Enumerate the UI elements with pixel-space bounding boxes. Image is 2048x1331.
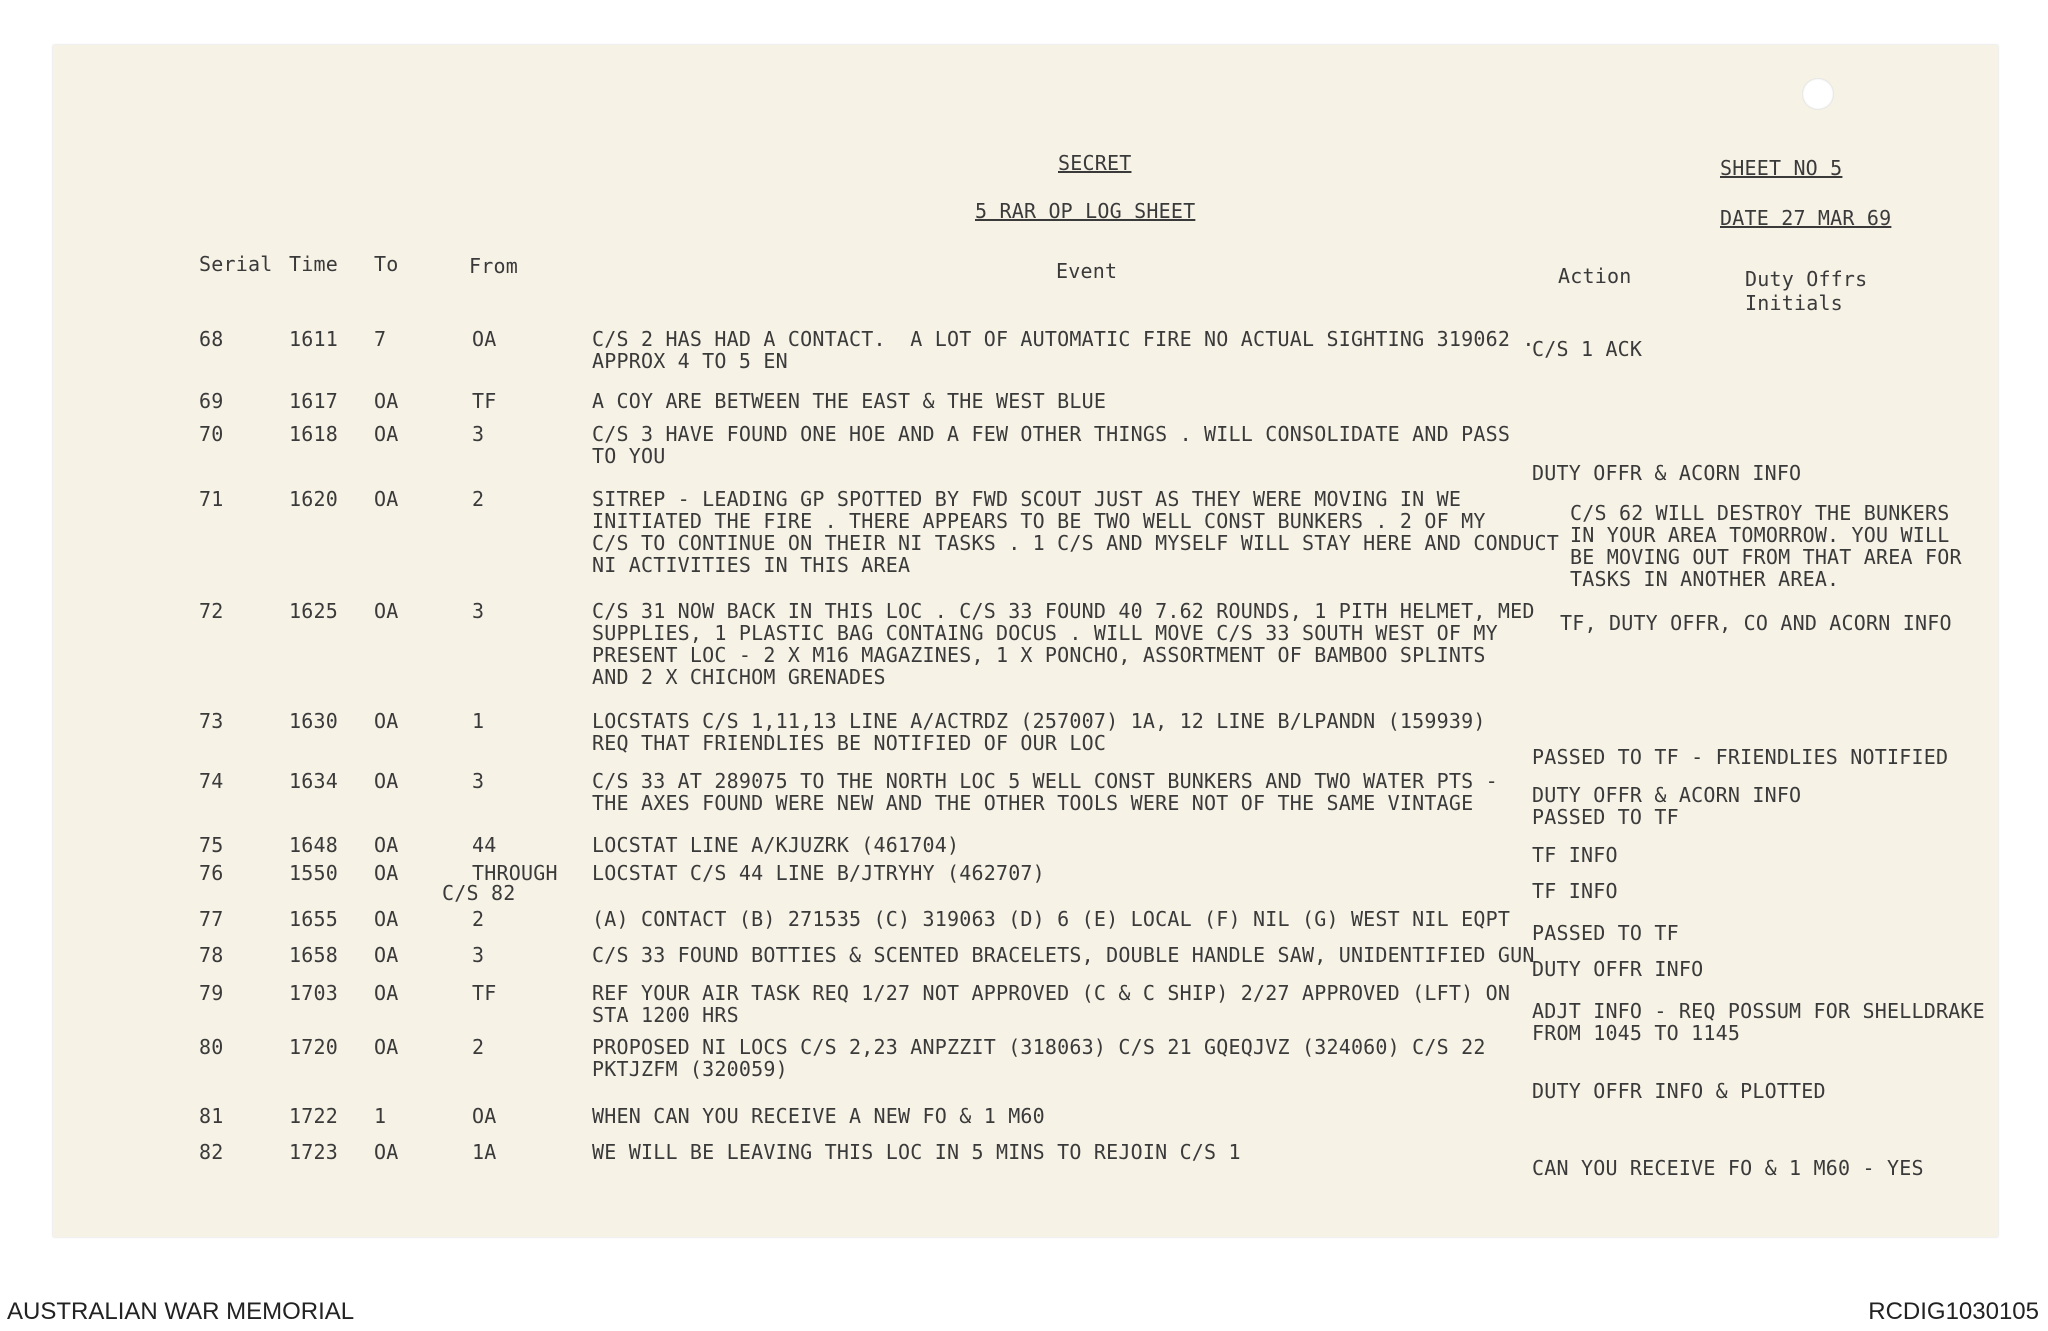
entry-time: 1723 — [289, 1140, 338, 1164]
footer-archive-name: AUSTRALIAN WAR MEMORIAL — [7, 1298, 355, 1325]
entry-serial: 77 — [199, 907, 224, 931]
entry-from-continued: C/S 82 — [442, 881, 516, 905]
entry-event-line: LOCSTAT C/S 44 LINE B/JTRYHY (462707) — [592, 861, 1045, 885]
entry-action-line: C/S 62 WILL DESTROY THE BUNKERS — [1570, 501, 1950, 525]
entry-event-line: INITIATED THE FIRE . THERE APPEARS TO BE TWO WELL CONST BUNKERS . 2 OF MY — [592, 509, 1486, 533]
entry-to: OA — [374, 1140, 399, 1164]
entry-event-line: LOCSTAT LINE A/KJUZRK (461704) — [592, 833, 960, 857]
col-header-time: Time — [289, 252, 338, 276]
col-header-event: Event — [1056, 259, 1118, 283]
entry-event-line: REF YOUR AIR TASK REQ 1/27 NOT APPROVED (C & C SHIP) 2/27 APPROVED (LFT) ON — [592, 981, 1511, 1005]
entry-action-line: DUTY OFFR INFO & PLOTTED — [1532, 1079, 1826, 1103]
entry-action-line: ADJT INFO - REQ POSSUM FOR SHELLDRAKE — [1532, 999, 1985, 1023]
entry-action-line: TF INFO — [1532, 879, 1618, 903]
col-header-initials: Initials — [1745, 291, 1843, 315]
entry-to: OA — [374, 1035, 399, 1059]
entry-to: 7 — [374, 327, 387, 351]
punch-hole — [1802, 78, 1834, 110]
entry-time: 1703 — [289, 981, 338, 1005]
entry-to: OA — [374, 487, 399, 511]
entry-time: 1617 — [289, 389, 338, 413]
entry-time: 1655 — [289, 907, 338, 931]
entry-event-line: NI ACTIVITIES IN THIS AREA — [592, 553, 911, 577]
entry-event-line: PROPOSED NI LOCS C/S 2,23 ANPZZIT (318063) C/S 21 GQEQJVZ (324060) C/S 22 — [592, 1035, 1486, 1059]
entry-to: OA — [374, 709, 399, 733]
entry-time: 1550 — [289, 861, 338, 885]
entry-action-line: TF, DUTY OFFR, CO AND ACORN INFO — [1560, 611, 1952, 635]
entry-from: TF — [472, 389, 497, 413]
entry-serial: 71 — [199, 487, 224, 511]
entry-event-line: PKTJZFM (320059) — [592, 1057, 788, 1081]
entry-event-line: PRESENT LOC - 2 X M16 MAGAZINES, 1 X PONCHO, ASSORTMENT OF BAMBOO SPLINTS — [592, 643, 1486, 667]
entry-to: OA — [374, 833, 399, 857]
entry-from: 2 — [472, 1035, 485, 1059]
entry-action-line: DUTY OFFR & ACORN INFO — [1532, 783, 1802, 807]
entry-event-line: SUPPLIES, 1 PLASTIC BAG CONTAING DOCUS . WILL MOVE C/S 33 SOUTH WEST OF MY — [592, 621, 1498, 645]
entry-to: OA — [374, 861, 399, 885]
entry-action-line: PASSED TO TF — [1532, 805, 1679, 829]
entry-time: 1611 — [289, 327, 338, 351]
entry-from: 44 — [472, 833, 497, 857]
entry-action-line: PASSED TO TF — [1532, 921, 1679, 945]
entry-serial: 82 — [199, 1140, 224, 1164]
entry-action-line: DUTY OFFR INFO — [1532, 957, 1704, 981]
col-header-from: From — [469, 254, 518, 278]
entry-serial: 78 — [199, 943, 224, 967]
entry-event-line: WE WILL BE LEAVING THIS LOC IN 5 MINS TO REJOIN C/S 1 — [592, 1140, 1241, 1164]
entry-from: THROUGH — [472, 861, 558, 885]
entry-event-line: AND 2 X CHICHOM GRENADES — [592, 665, 886, 689]
sheet-title: 5 RAR OP LOG SHEET — [975, 199, 1196, 223]
entry-from: 2 — [472, 907, 485, 931]
entry-time: 1630 — [289, 709, 338, 733]
entry-event-line: WHEN CAN YOU RECEIVE A NEW FO & 1 M60 — [592, 1104, 1045, 1128]
entry-event-line: (A) CONTACT (B) 271535 (C) 319063 (D) 6 (E) LOCAL (F) NIL (G) WEST NIL EQPT — [592, 907, 1511, 931]
entry-serial: 70 — [199, 422, 224, 446]
entry-from: TF — [472, 981, 497, 1005]
entry-serial: 73 — [199, 709, 224, 733]
col-header-duty-offrs: Duty Offrs — [1745, 267, 1868, 291]
footer-item-id: RCDIG1030105 — [1868, 1298, 2039, 1325]
entry-time: 1618 — [289, 422, 338, 446]
entry-to: OA — [374, 981, 399, 1005]
entry-serial: 76 — [199, 861, 224, 885]
entry-action-line: BE MOVING OUT FROM THAT AREA FOR — [1570, 545, 1962, 569]
entry-time: 1658 — [289, 943, 338, 967]
entry-to: OA — [374, 422, 399, 446]
entry-event-line: A COY ARE BETWEEN THE EAST & THE WEST BLUE — [592, 389, 1107, 413]
entry-time: 1625 — [289, 599, 338, 623]
entry-event-line: C/S 2 HAS HAD A CONTACT. A LOT OF AUTOMATIC FIRE NO ACTUAL SIGHTING 319062 . — [592, 327, 1535, 351]
entry-event-line: C/S 3 HAVE FOUND ONE HOE AND A FEW OTHER THINGS . WILL CONSOLIDATE AND PASS — [592, 422, 1511, 446]
entry-action-line: DUTY OFFR & ACORN INFO — [1532, 461, 1802, 485]
col-header-serial: Serial — [199, 252, 273, 276]
entry-serial: 72 — [199, 599, 224, 623]
entry-time: 1620 — [289, 487, 338, 511]
entry-action-line: PASSED TO TF - FRIENDLIES NOTIFIED — [1532, 745, 1949, 769]
entry-from: 1 — [472, 709, 485, 733]
entry-event-line: C/S 31 NOW BACK IN THIS LOC . C/S 33 FOUND 40 7.62 ROUNDS, 1 PITH HELMET, MED — [592, 599, 1535, 623]
entry-action-line: IN YOUR AREA TOMORROW. YOU WILL — [1570, 523, 1950, 547]
entry-serial: 74 — [199, 769, 224, 793]
entry-serial: 75 — [199, 833, 224, 857]
entry-to: OA — [374, 389, 399, 413]
entry-time: 1634 — [289, 769, 338, 793]
entry-from: 3 — [472, 422, 485, 446]
entry-from: 1A — [472, 1140, 497, 1164]
col-header-action: Action — [1558, 264, 1632, 288]
entry-from: OA — [472, 1104, 497, 1128]
entry-time: 1720 — [289, 1035, 338, 1059]
entry-from: OA — [472, 327, 497, 351]
entry-from: 3 — [472, 769, 485, 793]
entry-event-line: C/S TO CONTINUE ON THEIR NI TASKS . 1 C/S AND MYSELF WILL STAY HERE AND CONDUCT — [592, 531, 1560, 555]
entry-event-line: TO YOU — [592, 444, 666, 468]
entry-from: 2 — [472, 487, 485, 511]
entry-to: 1 — [374, 1104, 387, 1128]
entry-serial: 69 — [199, 389, 224, 413]
entry-to: OA — [374, 907, 399, 931]
entry-from: 3 — [472, 599, 485, 623]
entry-event-line: REQ THAT FRIENDLIES BE NOTIFIED OF OUR LOC — [592, 731, 1107, 755]
entry-event-line: LOCSTATS C/S 1,11,13 LINE A/ACTRDZ (257007) 1A, 12 LINE B/LPANDN (159939) — [592, 709, 1486, 733]
entry-time: 1648 — [289, 833, 338, 857]
sheet-date: DATE 27 MAR 69 — [1720, 206, 1892, 230]
entry-to: OA — [374, 599, 399, 623]
entry-serial: 80 — [199, 1035, 224, 1059]
entry-serial: 68 — [199, 327, 224, 351]
entry-from: 3 — [472, 943, 485, 967]
entry-serial: 79 — [199, 981, 224, 1005]
entry-event-line: APPROX 4 TO 5 EN — [592, 349, 788, 373]
entry-action-line: C/S 1 ACK — [1532, 337, 1643, 361]
classification-marking: SECRET — [1058, 151, 1132, 175]
entry-action-line: FROM 1045 TO 1145 — [1532, 1021, 1741, 1045]
entry-to: OA — [374, 943, 399, 967]
entry-serial: 81 — [199, 1104, 224, 1128]
entry-action-line: CAN YOU RECEIVE FO & 1 M60 - YES — [1532, 1156, 1924, 1180]
sheet-number: SHEET NO 5 — [1720, 156, 1843, 180]
entry-event-line: STA 1200 HRS — [592, 1003, 739, 1027]
entry-to: OA — [374, 769, 399, 793]
entry-time: 1722 — [289, 1104, 338, 1128]
entry-event-line: THE AXES FOUND WERE NEW AND THE OTHER TOOLS WERE NOT OF THE SAME VINTAGE — [592, 791, 1474, 815]
entry-action-line: TASKS IN ANOTHER AREA. — [1570, 567, 1840, 591]
entry-event-line: C/S 33 AT 289075 TO THE NORTH LOC 5 WELL CONST BUNKERS AND TWO WATER PTS - — [592, 769, 1498, 793]
col-header-to: To — [374, 252, 399, 276]
entry-event-line: C/S 33 FOUND BOTTIES & SCENTED BRACELETS, DOUBLE HANDLE SAW, UNIDENTIFIED GUN — [592, 943, 1535, 967]
entry-action-line: TF INFO — [1532, 843, 1618, 867]
entry-event-line: SITREP - LEADING GP SPOTTED BY FWD SCOUT JUST AS THEY WERE MOVING IN WE — [592, 487, 1462, 511]
